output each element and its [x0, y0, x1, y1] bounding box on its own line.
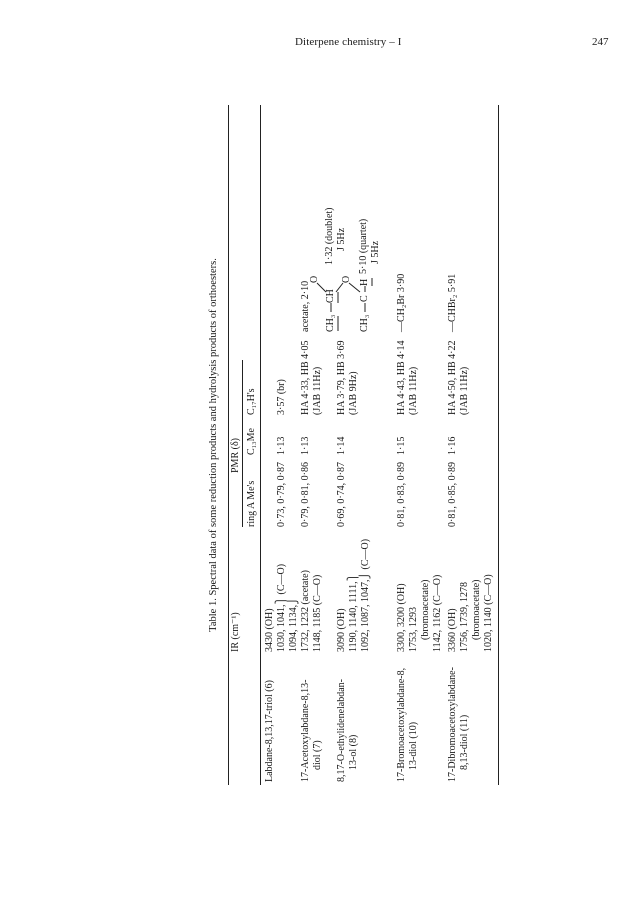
row-7-c13-me: 1·13	[300, 436, 311, 455]
ch-label: CH	[325, 289, 336, 303]
ch3-label-lower: CH₃	[359, 314, 370, 332]
row-6-c17-h: 3·57 (br)	[276, 379, 287, 415]
header-c17-h: C₁₇H's	[246, 388, 257, 415]
header-ir: IR (cm⁻¹)	[230, 612, 241, 652]
row-8-other-quartet: 5·10 (quartet) J 5Hz	[358, 218, 381, 274]
row-11-c13-me: 1·16	[447, 436, 458, 455]
row-8-c13-me: 1·14	[336, 436, 347, 455]
row-11-other: —CHBr₂ 5·91	[447, 273, 458, 332]
row-6-ir: 3430 (OH) 1030, 1041,⎫ (C—O) 1094, 1134,⎭	[264, 563, 299, 652]
row-7-c17-h: HA 4·33, HB 4·05 (JAB 11Hz)	[300, 340, 323, 415]
oxygen-label-top: O	[309, 275, 320, 283]
table-top-rule	[228, 105, 229, 785]
row-6-compound: Labdane-8,13,17-triol (6)	[264, 680, 275, 782]
header-pmr: PMR (δ)	[230, 438, 241, 473]
spectral-data-table	[196, 105, 499, 785]
row-8-c17-h: HA 3·79, HB 3·69 (JAB 9Hz)	[336, 340, 359, 415]
c-label: C	[359, 295, 370, 302]
row-11-ir: 3360 (OH) 1756, 1739, 1278 (bromoacetate) 1020, 1140 (C—O)	[447, 574, 494, 652]
oxygen-label-bottom: O	[341, 275, 352, 283]
row-10-c17-h: HA 4·43, HB 4·14 (JAB 11Hz)	[396, 340, 419, 415]
row-11-compound: 17-Dibromoacetoxylabdane- 8,13-diol (11)	[447, 667, 470, 782]
row-7-other: acetate, 2·10	[300, 280, 311, 332]
row-7-ring-a-me: 0·79, 0·81, 0·86	[300, 462, 311, 527]
row-8-ring-a-me: 0·69, 0·74, 0·87	[336, 462, 347, 527]
row-6-c13-me: 1·13	[276, 436, 287, 455]
row-7-ir: 1732, 1232 (acetate) 1148, 1185 (C—O)	[300, 570, 323, 652]
ch3-label: CH₃	[325, 314, 336, 332]
row-8-other-doublet: 1·32 (doublet) J 5Hz	[324, 207, 347, 265]
row-11-c17-h: HA 4·50, HB 4·22 (JAB 11Hz)	[447, 340, 470, 415]
row-7-compound: 17-Acetoxylabdane-8,13- diol (7)	[300, 679, 323, 782]
h-label: H	[359, 278, 370, 286]
row-11-ring-a-me: 0·81, 0·85, 0·89	[447, 462, 458, 527]
row-10-c13-me: 1·15	[396, 436, 407, 455]
row-10-other: —CH₂Br 3·90	[396, 273, 407, 332]
header-c13-me: C₁₃Me	[246, 428, 257, 455]
header-ring-a-me: ring A Me's	[246, 480, 257, 527]
table-header-rule	[260, 105, 261, 785]
table-bottom-rule	[498, 105, 499, 785]
row-10-compound: 17-Bromoacetoxylabdane-8, 13-diol (10)	[396, 667, 419, 782]
row-10-ring-a-me: 0·81, 0·83, 0·89	[396, 462, 407, 527]
page-number: 247	[592, 36, 609, 48]
row-8-compound: 8,17-O-ethylidenelabdan- 13-ol (8)	[336, 678, 359, 782]
row-6-ring-a-me: 0·73, 0·79, 0·87	[276, 462, 287, 527]
row-8-ir: 3090 (OH) 1190, 1140, 1111,⎫ 1092, 1087, 1047,⎭ (C—O)	[336, 538, 371, 652]
table-caption: Table 1. Spectral data of some reduction products and hydrolysis products of orthoesters.	[208, 258, 219, 632]
row-10-ir: 3300, 3200 (OH) 1753, 1293 (bromoacetate) 1142, 1162 (C—O)	[396, 574, 443, 652]
running-head: Diterpene chemistry – I	[295, 36, 402, 48]
pmr-subrule	[242, 360, 243, 527]
